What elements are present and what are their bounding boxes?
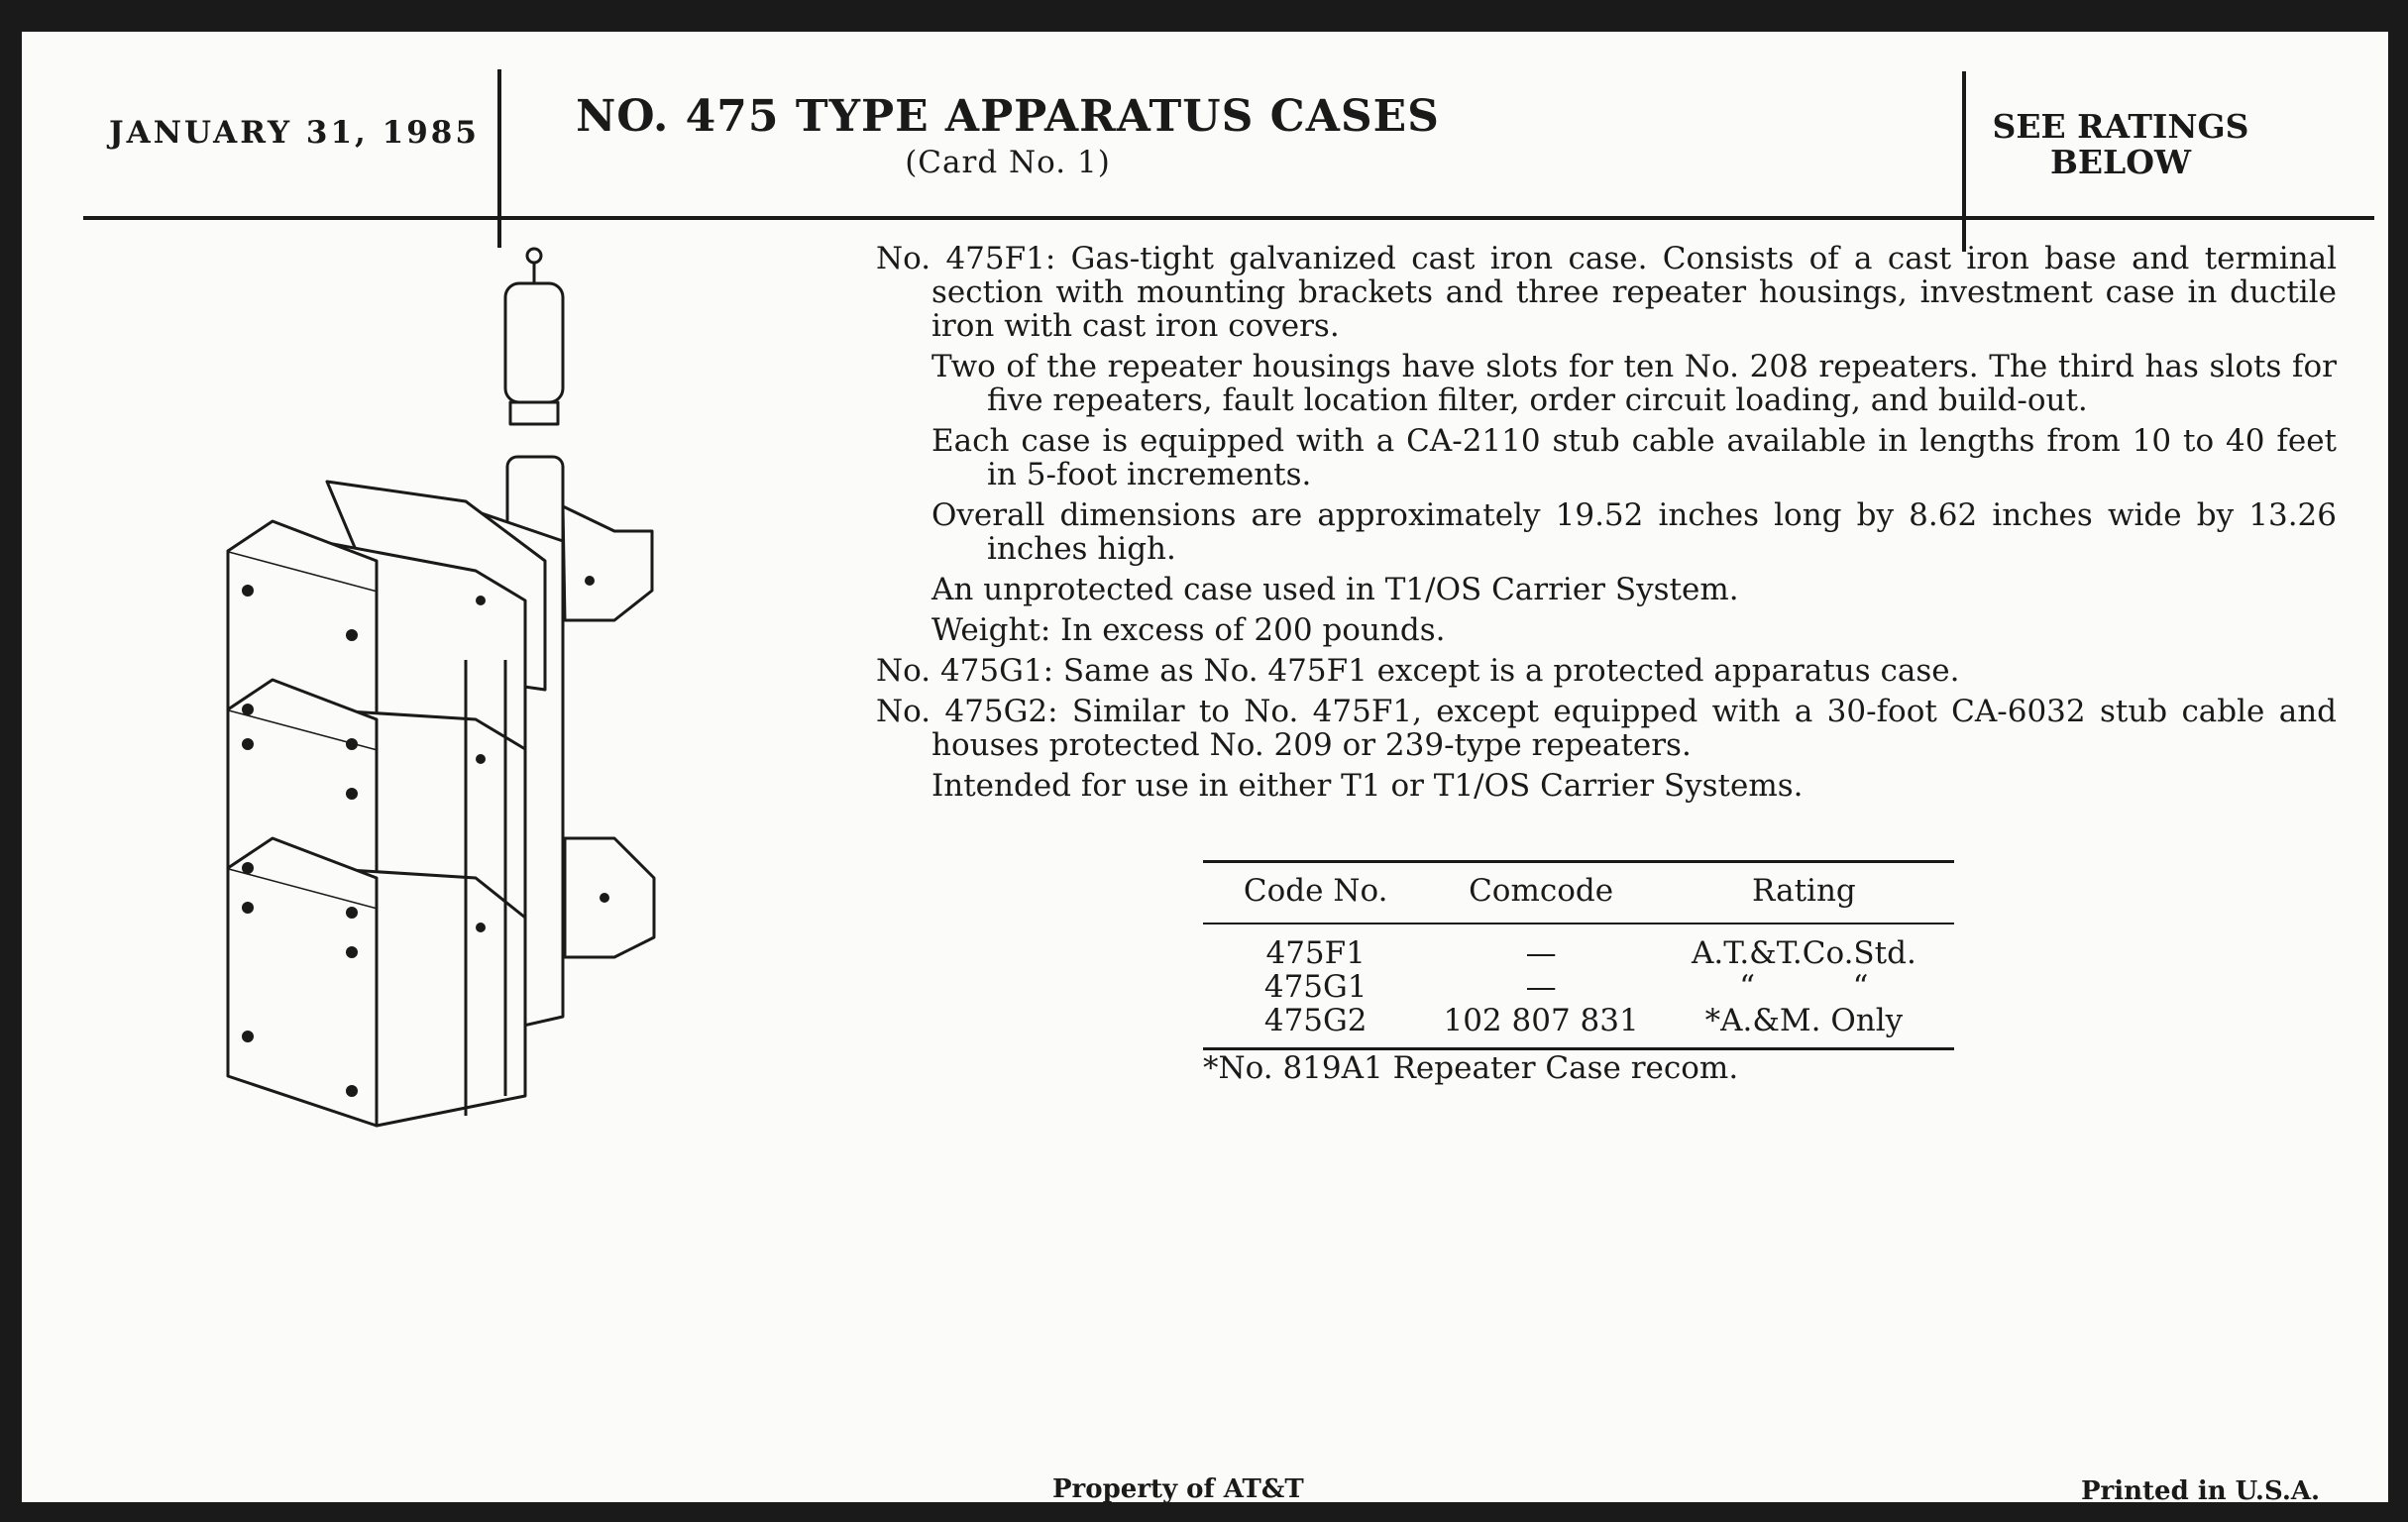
table-row (1203, 1004, 1954, 1049)
table-header-row (1203, 862, 1954, 924)
cell-comcode: — (1525, 935, 1557, 971)
paragraph-stub-cable: Each case is equipped with a CA-2110 stub cable available in lengths from 10 to 40 feet in 5-foot increments. (931, 423, 2337, 492)
paragraph-475g2: No. 475G2: Similar to No. 475F1, except equipped with a 30-foot CA-6032 stub cable and houses protected No. 209 or 239-type repeaters. (876, 694, 2337, 763)
paragraph-weight: Weight: In excess of 200 pounds. (931, 612, 1446, 648)
paragraph-475g1: No. 475G1: Same as No. 475F1 except is a protected apparatus case. (876, 653, 1960, 689)
cell-rating: “ “ (1739, 969, 1869, 1005)
ratings-table (1203, 860, 1954, 1050)
cell-rating: *A.&M. Only (1704, 1003, 1904, 1038)
apparatus-case-drawing-icon (149, 244, 704, 1136)
paragraph-475f1: No. 475F1: Gas-tight galvanized cast iron case. Consists of a cast iron base and terminal section with mounting brackets and three repeater housings, investment case in ductile iron with cast iron covers. (876, 241, 2337, 344)
page-title: NO. 475 TYPE APPARATUS CASES (576, 91, 1440, 142)
cell-code: 475G2 (1263, 1003, 1368, 1038)
cell-code: 475F1 (1265, 935, 1366, 971)
page-subtitle: (Card No. 1) (905, 145, 1111, 180)
col-comcode: Comcode (1428, 862, 1653, 924)
cell-comcode: — (1525, 969, 1557, 1005)
paragraph-repeater-housings: Two of the repeater housings have slots for ten No. 208 repeaters. The third has slots for five repeaters, fault location filter, order circuit loading, and build-out. (931, 349, 2337, 418)
cell-comcode: 102 807 831 (1443, 1003, 1639, 1038)
paragraph-unprotected: An unprotected case used in T1/OS Carrier System. (931, 572, 1739, 607)
col-rating: Rating (1654, 862, 1954, 924)
header-divider-right (1962, 71, 1966, 252)
paragraph-dimensions: Overall dimensions are approximately 19.52 inches long by 8.62 inches wide by 13.26 inches high. (931, 497, 2337, 567)
header-rule (83, 216, 2374, 220)
col-code-no: Code No. (1203, 862, 1428, 924)
footer-property: Property of AT&T (1052, 1474, 1304, 1504)
cell-code: 475G1 (1263, 969, 1368, 1005)
table-footnote: *No. 819A1 Repeater Case recom. (1203, 1050, 1739, 1086)
rating-note: SEE RATINGS BELOW (1992, 107, 2249, 181)
card-date: JANUARY 31, 1985 (109, 115, 480, 151)
reference-card (22, 32, 2388, 1506)
cell-rating: A.T.&T.Co.Std. (1691, 935, 1916, 971)
table-row (1203, 970, 1954, 1004)
footer-printed: Printed in U.S.A. (2081, 1476, 2321, 1506)
table-row (1203, 924, 1954, 970)
paragraph-intended-use: Intended for use in either T1 or T1/OS Carrier Systems. (931, 768, 1804, 804)
description-text (876, 242, 2337, 810)
